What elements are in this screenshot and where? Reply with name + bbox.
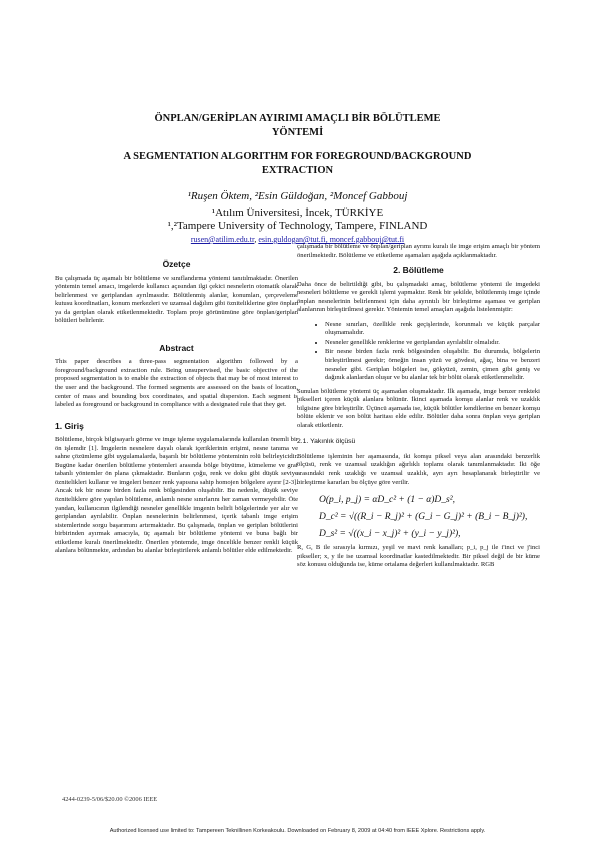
affiliation-2: ¹,²Tampere University of Technology, Tampere, FINLAND bbox=[167, 220, 428, 232]
equation-1: O(p_i, p_j) = αD_c² + (1 − α)D_s², bbox=[319, 495, 455, 506]
section1-paragraph: Bölütleme, birçok bilgisayarlı görme ve imge işleme uygulamalarında kullanılan önemli bir ön işlemdir [1]. İmgelerin nesnelere dayalı olarak içeriklerinin erişimi, nesne tanıma ve sahne çözümleme gibi uygulamalarda, başarılı bir bölütleme yönteminin rolü belirleyicidir. Bugüne kadar önerilen bölütleme yöntemleri arasında bölge büyütme, kümeleme ve graf tabanlı yöntemler ön plana çıkmaktadır. Bunların çoğu, renk ve doku gibi düşük seviye öznitelikleri kullanır ve imgeleri benzer renk yapısına sahip homojen bölgelere ayırır [2-3]. Ancak tek bir nesne birden fazla renk bölgesinden oluşabilir. Bu nedenle, düşük seviye özniteliklere göre yapılan bölütleme, anlamlı nesne sınırlarını her zaman vermeyebilir. Öte yandan, kullanıcının ilgilendiği nesneler genellikle imgenin belirli bölgelerinde yer alır ve geriplandan ayrılabilir. Önplan nesnelerinin belirlenmesi, içerik tabanlı imge erişim sistemlerinde sorgu başarımını artırmaktadır. Bu çalışmada, önplan ve geriplan bölütlerini birbirinden ayırmak amacıyla, üç aşamalı bir bölütleme yöntemi ve buna bağlı bir etiketleme kuralı önerilmektedir. Önerilen yöntemde, imge öncelikle benzer renkli küçük alanlara bölünmekte, ardından bu alanlar birleştirilerek anlamlı bölütler elde edilmektedir. bbox=[55, 436, 298, 555]
section1-heading: 1. Giriş bbox=[55, 420, 84, 431]
title-en bbox=[60, 150, 535, 178]
copyright-id: 4244-0239-5/06/$20.00 ©2006 IEEE bbox=[62, 796, 158, 803]
bullet-item: • Bir nesne birden fazla renk bölgesinden oluşabilir. Bu durumda, bölgelerin birleştirilmesi gerekir; örneğin insan yüzü ve gövdesi, ağaç, bina ve benzeri nesneler gibi. Geriplan bölgeleri ise, gökyüzü, zemin, çimen gibi geniş ve dağınık alanlardan oluşur ve bu alanlar tek bir bölüt olarak etiketlenmelidir. bbox=[325, 348, 540, 382]
equation-2: D_c² = √((R_i − R_j)² + (G_i − G_j)² + (B_i − B_j)²), bbox=[319, 512, 528, 523]
title-en-line1: A SEGMENTATION ALGORITHM FOR FOREGROUND/BACKGROUND bbox=[123, 151, 472, 162]
bullet-item: • Nesne sınırları, özellikle renk geçişlerinde, korunmalı ve küçük parçalar oluşmamalıdır. bbox=[325, 321, 540, 338]
section2-paragraph4: R, G, B ile sırasıyla kırmızı, yeşil ve mavi renk kanalları; p_i, p_j ile i'inci ve j'inci pikseller; x, y ile ise uzamsal koordinatlar kastedilmektedir. Bir piksel değil de bir küme söz konusu olduğunda ise, küme ortalama değerleri kullanılmaktadır. RGB bbox=[297, 544, 540, 569]
abstract-tr-heading: Özetçe bbox=[162, 259, 191, 269]
abstract-tr-text: Bu çalışmada üç aşamalı bir bölütleme ve sınıflandırma yöntemi tanıtılmaktadır. Önerilen yöntemin temel amacı, imgelerde kullanıcı açısından ilgi çekici nesnelerin otomatik olarak belirlenmesi ve geriplandan ayrılmasıdır. Bölütlenmiş alanlar, konumları, çerçeveleme kutusu koordinatları, konum merkezleri ve uzamsal dağılım gibi özniteliklerine göre önplan ya da geriplan olarak etiketlenmektedir. Toplam proje görünümüne göre önplan/geriplan bölütleri belirlenir. bbox=[55, 274, 298, 325]
section2-heading: 2. Bölütleme bbox=[393, 265, 444, 276]
affiliation-1: ¹Atılım Üniversitesi, İncek, TÜRKİYE bbox=[211, 207, 384, 219]
license-notice: Authorized licensed use limited to: Tampereen Teknillinen Korkeakoulu. Downloaded on February 8, 2009 at 04:40 from IEEE Xplore. Restrictions apply. bbox=[109, 828, 486, 834]
bullet-item: • Nesneler genellikle renklerine ve geriplandan ayrılabilir olmalıdır. bbox=[325, 339, 540, 348]
title-tr bbox=[60, 112, 535, 140]
right-intro: çalışmada bir bölütleme ve önplan/geriplan ayrımı kuralı ile imge erişim amaçlı bir yöntem önerilmektedir. Bölütleme ve etiketleme aşamaları aşağıda açıklanmaktadır. bbox=[297, 243, 540, 259]
title-en-line2: EXTRACTION bbox=[261, 165, 334, 176]
section2-paragraph1: Daha önce de belirtildiği gibi, bu çalışmadaki amaç, bölütleme yöntemi ile imgedeki nesneleri bölütleme ve gerekli işlemi yapmaktır. Renk bir şekilde, bölütlenmiş imge içinde önplan nesnelerinin belirlenmesi için daha ayrıntılı bir birleştirme aşaması ve geriplan alanlarının birleştirilmesi gerekir. Yöntemin temel amaçları aşağıda listelenmiştir: bbox=[297, 280, 540, 314]
section2-paragraph3: Bölütleme işleminin her aşamasında, iki komşu piksel veya alan arasındaki benzerlik ölçüsü, renk ve uzamsal uzaklığın ağırlıklı toplamı olarak tanımlanmaktadır. İki öğe arasındaki renk uzaklığı ve uzamsal uzaklık, ayrı ayrı hesaplanarak birleştirilir ve birleştirme kararları bu ölçüye göre verilir. bbox=[297, 452, 540, 486]
equation-3: D_s² = √((x_i − x_j)² + (y_i − y_j)²), bbox=[319, 529, 461, 540]
left-column bbox=[55, 254, 298, 562]
email-link-2[interactable]: esin.guldogan@tut.fi, moncef.gabbouj@tut.fi bbox=[258, 235, 405, 244]
title-tr-line1: ÖNPLAN/GERİPLAN AYIRIMI AMAÇLI BİR BÖLÜTLEME bbox=[154, 113, 441, 124]
abstract-en-heading: Abstract bbox=[159, 342, 194, 353]
email-link-1[interactable]: rusen@atilim.edu.tr bbox=[190, 235, 255, 244]
right-column bbox=[297, 243, 540, 576]
section2-bullets bbox=[297, 321, 540, 383]
section2-paragraph2: Sunulan bölütleme yöntemi üç aşamadan oluşmaktadır. İlk aşamada, imge benzer renkteki pikselleri içeren küçük alanlara bölünür. İkinci aşamada komşu alanlar renk ve uzaklık bilgisine göre birleştirilir. Üçüncü aşamada ise, küçük bölütler kendilerine en benzer komşu bölüte eklenir ve son bölüt haritası elde edilir. Bölütler daha sonra önplan veya geriplan olarak etiketlenir. bbox=[297, 387, 540, 429]
emails: rusen@atilim.edu.tr, esin.guldogan@tut.fi, moncef.gabbouj@tut.fi bbox=[190, 235, 405, 244]
title-tr-line2: YÖNTEMİ bbox=[271, 127, 324, 138]
subsection-heading: 2.1. Yakınlık ölçüsü bbox=[297, 438, 356, 446]
abstract-en-text: This paper describes a three-pass segmentation algorithm followed by a foreground/background extraction rule. Being unsupervised, the basic objective of the proposed segmentation is to enable the extraction of objects that may be of most interest to the user and the background. The formed segments are assessed on the basis of location, center of mass and bounding box coordinates, and spatial dispersion. Each segment is labeled as foreground or background in compliance with a designated rule that they get. bbox=[55, 358, 298, 409]
authors: ¹Ruşen Öktem, ²Esin Güldoğan, ²Moncef Gabbouj bbox=[187, 190, 408, 202]
